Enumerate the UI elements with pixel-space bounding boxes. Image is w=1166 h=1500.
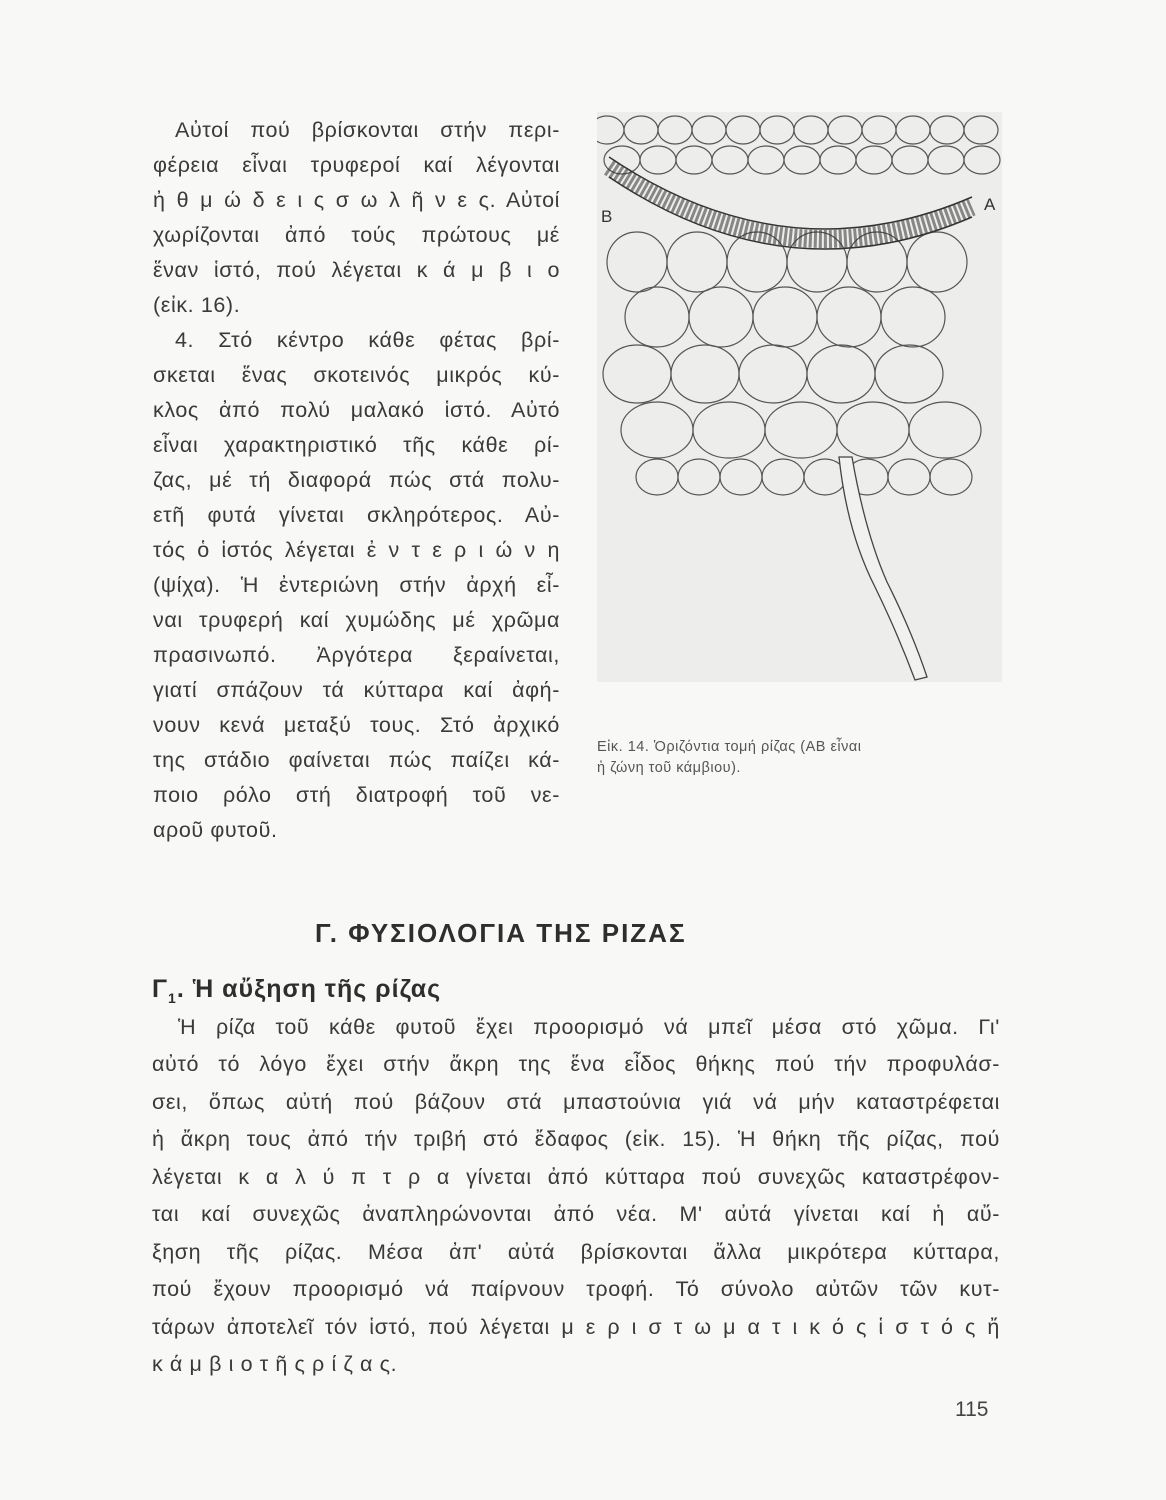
text-line: Ἡ ρίζα τοῦ κάθε φυτοῦ ἔχει προορισμό νά μπεῖ μέσα στό χῶμα. Γι': [178, 1015, 1000, 1039]
page-number: 115: [955, 1398, 989, 1421]
text-line: σκεται ἕνας σκοτεινός μικρός κύ-: [153, 363, 560, 387]
text-line: 4. Στό κέντρο κάθε φέτας βρί-: [175, 328, 560, 352]
figure-label-a: A: [984, 195, 996, 214]
text-line: σει, ὅπως αὐτή πού βάζουν στά μπαστούνια γιά νά μήν καταστρέφεται: [152, 1090, 1000, 1114]
text-line: εἶναι χαρακτηριστικό τῆς κάθε ρί-: [153, 433, 560, 457]
text-line: ἠ θ μ ώ δ ε ι ς σ ω λ ῆ ν ε ς. Αὐτοί: [153, 188, 560, 212]
text-line: φέρεια εἶναι τρυφεροί καί λέγονται: [153, 153, 560, 177]
text-line: της στάδιο φαίνεται πώς παίζει κά-: [153, 748, 560, 772]
text-line: ται καί συνεχῶς ἀναπληρώνονται ἀπό νέα. Μ' αὐτά γίνεται καί ἡ αὔ-: [152, 1202, 1000, 1226]
text-line: ξηση τῆς ρίζας. Μέσα ἀπ' αὐτά βρίσκονται ἄλλα μικρότερα κύτταρα,: [152, 1240, 1000, 1264]
text-line: ζας, μέ τή διαφορά πώς στά πολυ-: [153, 468, 560, 492]
text-line: (εἰκ. 16).: [153, 293, 241, 317]
subsection-title: . Ἡ αὔξηση τῆς ρίζας: [176, 975, 442, 1003]
text-line: πού ἔχουν προορισμό νά παίρνουν τροφή. Τό σύνολο αὐτῶν τῶν κυτ-: [152, 1277, 1000, 1301]
text-line: ναι τρυφερή καί χυμώδης μέ χρῶμα: [153, 608, 560, 632]
text-line: κ ά μ β ι ο τ ῆ ς ρ ί ζ α ς.: [152, 1352, 398, 1376]
text-line: (ψίχα). Ἡ ἐντεριώνη στήν ἀρχή εἶ-: [153, 573, 560, 597]
text-line: λέγεται κ α λ ύ π τ ρ α γίνεται ἀπό κύτταρα πού συνεχῶς καταστρέφον-: [152, 1165, 1000, 1189]
text-line: πρασινωπό. Ἀργότερα ξεραίνεται,: [153, 643, 560, 667]
text-line: ἡ ἄκρη τους ἀπό τήν τριβή στό ἔδαφος (εἰκ. 15). Ἡ θήκη τῆς ρίζας, πού: [152, 1127, 1000, 1151]
figure-caption-line: ἡ ζώνη τοῦ κάμβιου).: [597, 760, 741, 776]
text-line: τάρων ἀποτελεῖ τόν ἱστό, πού λέγεται μ ε ρ ι σ τ ω μ α τ ι κ ό ς ἱ σ τ ό ς ἤ: [152, 1315, 1000, 1339]
subsection-index: 1: [168, 990, 177, 1006]
text-line: αὐτό τό λόγο ἔχει στήν ἄκρη της ἕνα εἶδος θήκης πού τήν προφυλάσ-: [152, 1052, 1000, 1076]
root-cross-section-figure: [597, 112, 1002, 682]
text-line: ποιο ρόλο στή διατροφή τοῦ νε-: [153, 783, 560, 807]
figure-caption-line: Εἰκ. 14. Ὁριζόντια τομή ρίζας (ΑΒ εἶναι: [597, 739, 862, 755]
text-line: νουν κενά μεταξύ τους. Στό ἀρχικό: [153, 713, 560, 737]
text-line: αροῦ φυτοῦ.: [153, 818, 278, 842]
text-line: χωρίζονται ἀπό τούς πρώτους μέ: [153, 223, 560, 247]
text-line: κλος ἀπό πολύ μαλακό ἱστό. Αὐτό: [153, 398, 560, 422]
text-line: Αὐτοί πού βρίσκονται στήν περι-: [175, 118, 560, 142]
text-line: τός ὁ ἱστός λέγεται ἐ ν τ ε ρ ι ώ ν η: [153, 538, 560, 562]
text-line: γιατί σπάζουν τά κύτταρα καί ἀφή-: [153, 678, 560, 702]
figure-label-b: B: [601, 207, 613, 226]
subsection-prefix: Γ: [152, 975, 169, 1003]
text-line: ετῆ φυτά γίνεται σκληρότερος. Αὐ-: [153, 503, 560, 527]
section-heading: Γ. ΦΥΣΙΟΛΟΓΙΑ ΤΗΣ ΡΙΖΑΣ: [315, 918, 687, 948]
text-line: ἕναν ἱστό, πού λέγεται κ ά μ β ι ο: [153, 258, 560, 282]
subsection-heading: [152, 975, 441, 1006]
